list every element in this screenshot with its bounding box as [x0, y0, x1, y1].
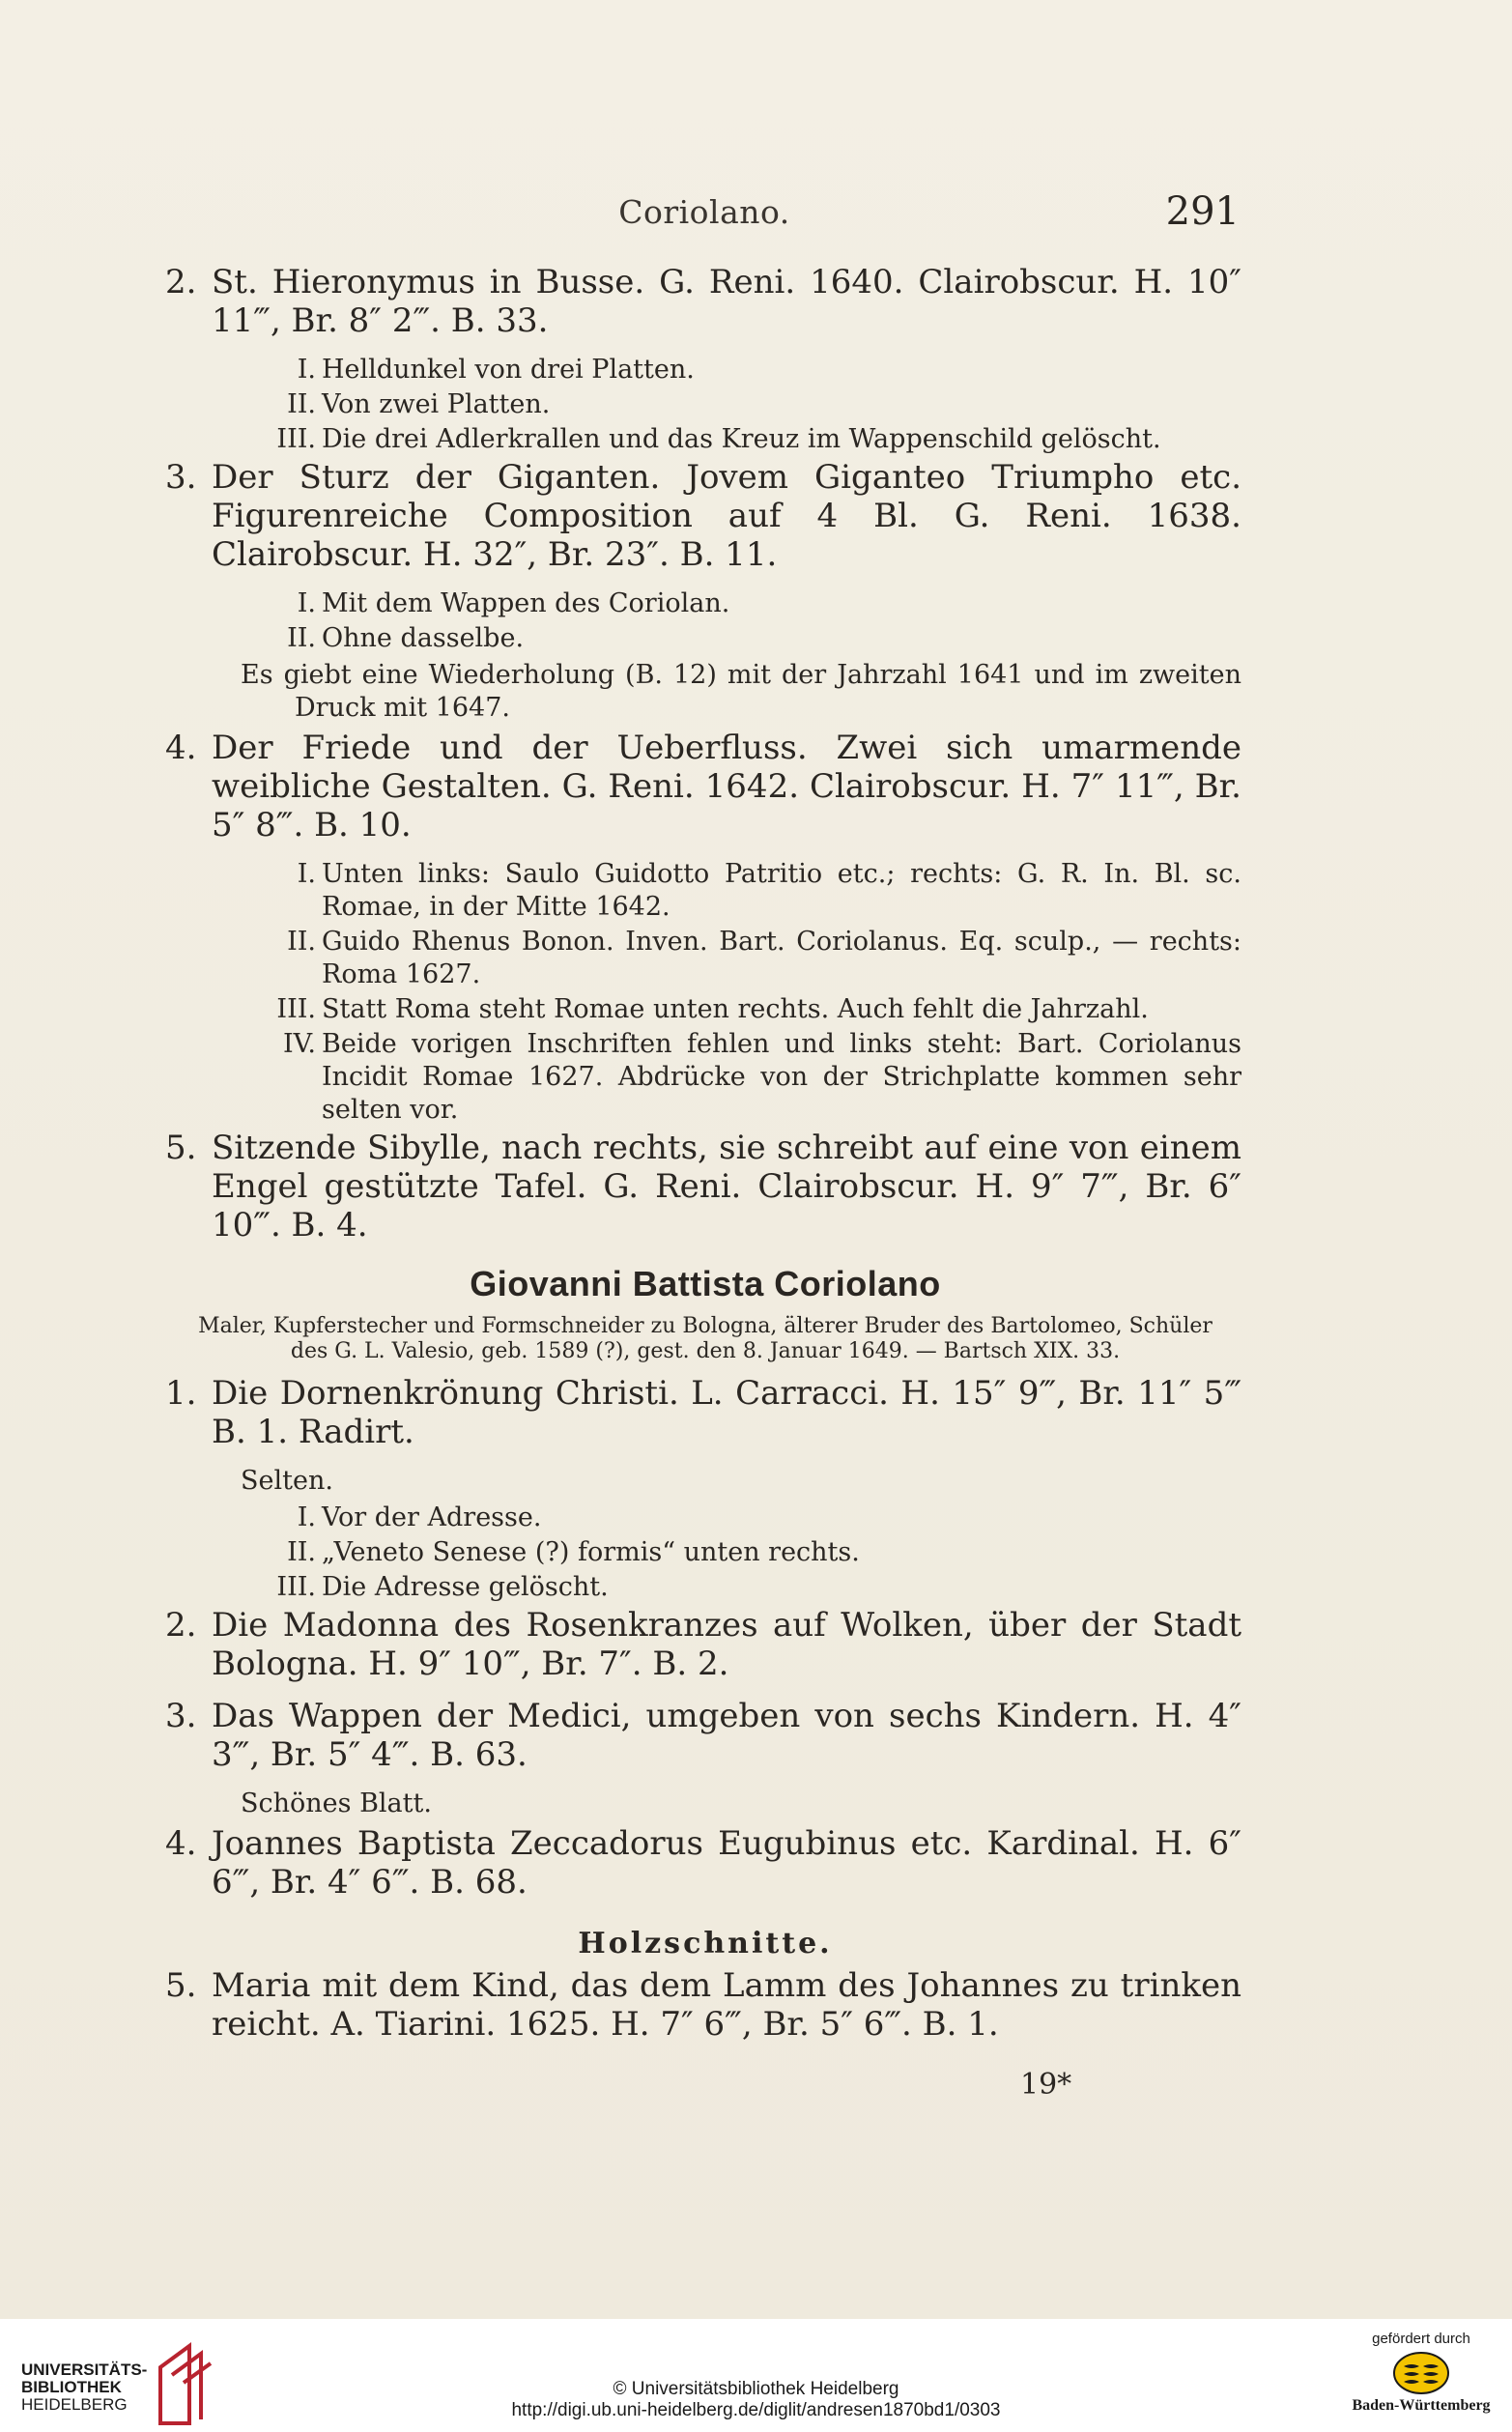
artist-bio: Maler, Kupferstecher und Formschneider zu Bologna, älterer Bruder des Bartolomeo, Schüler des G. L. Valesio, geb. 1589 (?), gest. den 8. Januar 1649. — Bartsch XIX. 33.: [198, 1314, 1212, 1363]
catalog-entry: [165, 1374, 1241, 1451]
state-text: Von zwei Platten.: [322, 389, 551, 419]
library-name-line1: UNIVERSITÄTS-: [21, 2360, 148, 2379]
woodcuts-heading: Holzschnitte.: [578, 1927, 833, 1960]
state-text: Unten links: Saulo Guidotto Patritio etc.; rechts: G. R. In. Bl. sc. Romae, in der Mitte 1642.: [322, 859, 1241, 922]
catalog-entry: [165, 1824, 1241, 1902]
state-numeral: IV.: [282, 1029, 316, 1059]
entry-note: Schönes Blatt.: [241, 1788, 432, 1818]
page-body: [165, 263, 1241, 2057]
entry-number: 2.: [165, 1606, 197, 1645]
state-variant: [169, 423, 1241, 456]
state-text: Mit dem Wappen des Coriolan.: [322, 588, 730, 618]
entry-text: Joannes Baptista Zeccadorus Eugubinus etc. Kardinal. H. 6″ 6‴, Br. 4″ 6‴. B. 68.: [212, 1824, 1241, 1902]
entry-note: Selten.: [241, 1466, 333, 1496]
copyright-text: © Universitätsbibliothek Heidelberg: [613, 2379, 899, 2399]
page-number: 291: [1165, 189, 1240, 234]
entry-text: Maria mit dem Kind, das dem Lamm des Johannes zu trinken reicht. A. Tiarini. 1625. H. 7″ 6‴, Br. 5″ 6‴. B. 1.: [212, 1966, 1241, 2044]
state-variant: [169, 858, 1241, 924]
entry-text: Das Wappen der Medici, umgeben von sechs Kindern. H. 4″ 3‴, Br. 5″ 4‴. B. 63.: [212, 1697, 1241, 1774]
state-text: Die drei Adlerkrallen und das Kreuz im Wappenschild gelöscht.: [322, 424, 1161, 454]
entry-text: St. Hieronymus in Busse. G. Reni. 1640. Clairobscur. H. 10″ 11‴, Br. 8″ 2‴. B. 33.: [212, 263, 1241, 340]
footer-credits: [0, 2379, 1512, 2421]
sponsor-block[interactable]: [1344, 2331, 1498, 2415]
sponsor-region: Baden-Württemberg: [1352, 2397, 1491, 2414]
state-numeral: I.: [297, 1502, 316, 1532]
entry-number: 5.: [165, 1966, 197, 2005]
state-numeral: II.: [287, 927, 316, 957]
entry-text: Die Dornenkrönung Christi. L. Carracci. H. 15″ 9‴, Br. 11″ 5‴ B. 1. Radirt.: [212, 1374, 1241, 1451]
entry-number: 2.: [165, 263, 197, 301]
catalog-entry: [165, 458, 1241, 574]
library-name-line2: BIBLIOTHEK: [21, 2378, 122, 2396]
entry-number: 4.: [165, 1824, 197, 1863]
state-numeral: III.: [276, 994, 316, 1024]
permalink[interactable]: http://digi.ub.uni-heidelberg.de/diglit/andresen1870bd1/0303: [511, 2400, 1001, 2420]
entry-note: Es giebt eine Wiederholung (B. 12) mit der Jahrzahl 1641 und im zweiten Druck mit 1647.: [241, 660, 1241, 723]
entry-number: 1.: [165, 1374, 197, 1413]
catalog-entry: [165, 1606, 1241, 1683]
entry-number: 4.: [165, 729, 197, 767]
catalog-entry: [165, 1129, 1241, 1245]
state-text: Beide vorigen Inschriften fehlen und links steht: Bart. Coriolanus Incidit Romae 1627. Abdrücke von der Strichplatte kommen sehr selten vor.: [322, 1029, 1241, 1125]
state-variant: [169, 1502, 1241, 1534]
page-header: [169, 189, 1240, 238]
state-text: Vor der Adresse.: [322, 1502, 542, 1532]
state-numeral: III.: [276, 1572, 316, 1602]
entry-number: 5.: [165, 1129, 197, 1167]
state-variant: [169, 926, 1241, 991]
section-title: Giovanni Battista Coriolano: [470, 1264, 941, 1303]
state-variant: [169, 622, 1241, 655]
state-text: Ohne dasselbe.: [322, 623, 525, 653]
entry-number: 3.: [165, 458, 197, 497]
state-variant: [169, 354, 1241, 386]
entry-number: 3.: [165, 1697, 197, 1735]
entry-text: Der Sturz der Giganten. Jovem Giganteo Triumpho etc. Figurenreiche Composition auf 4 Bl. G. Reni. 1638. Clairobscur. H. 32″, Br. 23″. B. 11.: [212, 458, 1241, 574]
state-text: „Veneto Senese (?) formis“ unten rechts.: [322, 1537, 860, 1567]
footer-bar: [0, 2319, 1512, 2432]
catalog-entry: [165, 263, 1241, 340]
state-numeral: II.: [287, 1537, 316, 1567]
entry-text: Der Friede und der Ueberfluss. Zwei sich umarmende weibliche Gestalten. G. Reni. 1642. Clairobscur. H. 7″ 11‴, Br. 5″ 8‴. B. 10.: [212, 729, 1241, 844]
entry-text: Sitzende Sibylle, nach rechts, sie schreibt auf eine von einem Engel gestützte Tafel. G. Reni. Clairobscur. H. 9″ 7‴, Br. 6″ 10‴. B. 4.: [212, 1129, 1241, 1245]
state-numeral: I.: [297, 859, 316, 889]
catalog-entry: [165, 729, 1241, 844]
state-text: Die Adresse gelöscht.: [322, 1572, 609, 1602]
state-text: Guido Rhenus Bonon. Inven. Bart. Coriolanus. Eq. sculp., — rechts: Roma 1627.: [322, 927, 1241, 989]
entries-woodcuts: [165, 1966, 1241, 2044]
state-numeral: II.: [287, 389, 316, 419]
state-variant: [169, 587, 1241, 620]
library-name-line3: HEIDELBERG: [21, 2395, 128, 2414]
state-numeral: III.: [276, 424, 316, 454]
state-numeral: I.: [297, 588, 316, 618]
state-variant: [169, 1536, 1241, 1569]
state-numeral: II.: [287, 623, 316, 653]
entries-giovanni: [165, 1374, 1241, 1902]
sponsor-caption: gefördert durch: [1372, 2331, 1470, 2347]
state-variant: [169, 993, 1241, 1026]
catalog-entry: [165, 1966, 1241, 2044]
state-text: Statt Roma steht Romae unten rechts. Auch fehlt die Jahrzahl.: [322, 994, 1149, 1024]
entries-bartolomeo: [165, 263, 1241, 1245]
state-variant: [169, 1028, 1241, 1127]
catalog-entry: [165, 1697, 1241, 1774]
entry-text: Die Madonna des Rosenkranzes auf Wolken, über der Stadt Bologna. H. 9″ 10‴, Br. 7″. B. 2.: [212, 1606, 1241, 1683]
running-head: Coriolano.: [618, 193, 790, 231]
coat-of-arms-icon: [1392, 2351, 1450, 2395]
state-variant: [169, 388, 1241, 421]
state-numeral: I.: [297, 355, 316, 385]
signature-mark: 19*: [1020, 2068, 1072, 2102]
state-text: Helldunkel von drei Platten.: [322, 355, 695, 385]
state-variant: [169, 1571, 1241, 1604]
